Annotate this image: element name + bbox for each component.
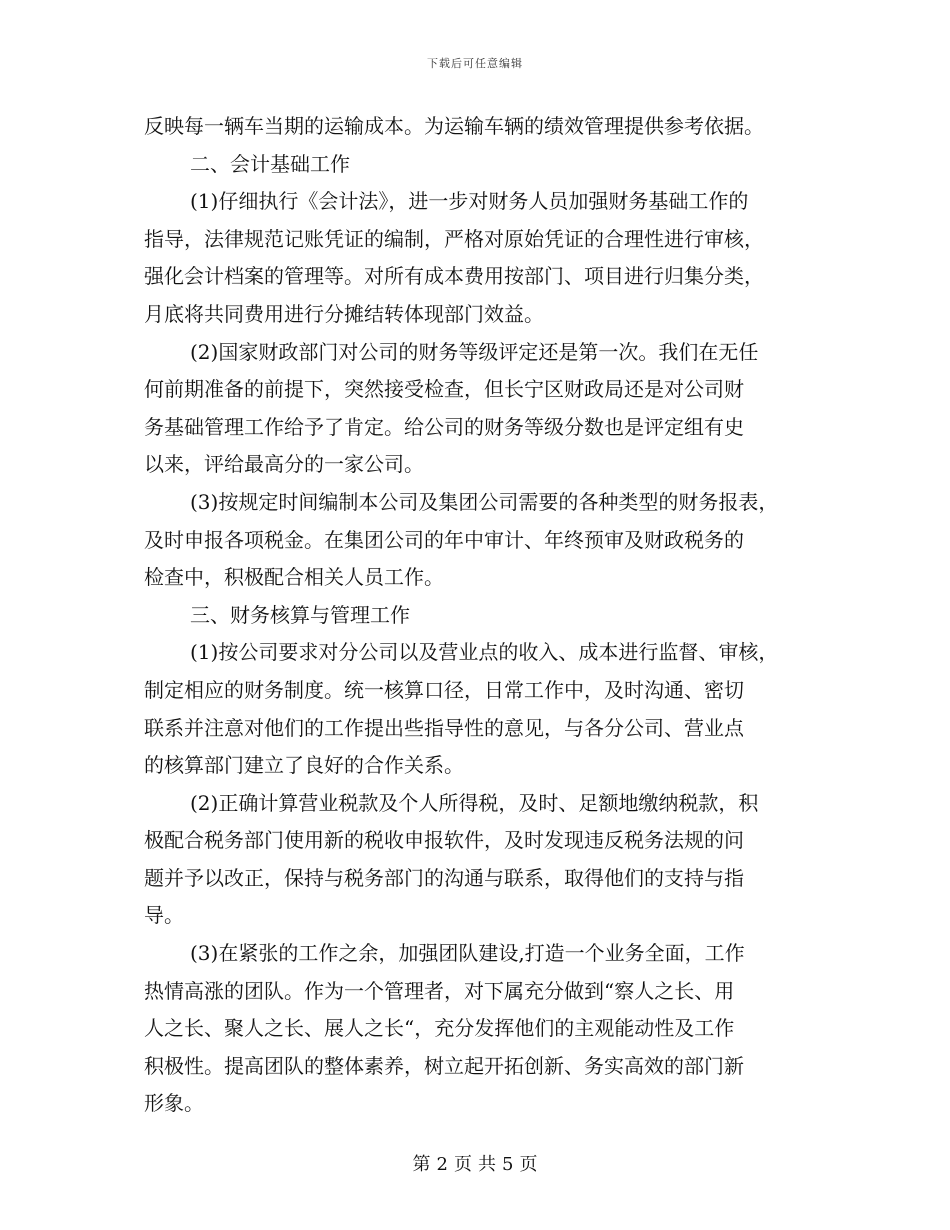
footer-page-unit: 页	[454, 1154, 472, 1175]
text-line: 极配合税务部门使用新的税收申报软件，及时发现违反税务法规的问	[144, 828, 744, 853]
text-line: 三、财务核算与管理工作	[190, 602, 410, 627]
text-line: 指导，法律规范记账凭证的编制，严格对原始凭证的合理性进行审核，	[144, 226, 764, 251]
footer-total-prefix: 共	[478, 1154, 496, 1175]
text-line: 检查中，积极配合相关人员工作。	[144, 565, 444, 590]
footer-page-current: 2	[436, 1154, 448, 1175]
text-line: 制定相应的财务制度。统一核算口径，日常工作中，及时沟通、密切	[144, 677, 744, 702]
text-line: 形象。	[144, 1091, 204, 1116]
text-line: 反映每一辆车当期的运输成本。为运输车辆的绩效管理提供参考依据。	[144, 114, 764, 138]
text-line: 积极性。提高团队的整体素养，树立起开拓创新、务实高效的部门新	[144, 1053, 744, 1078]
text-line: 题并予以改正，保持与税务部门的沟通与联系，取得他们的支持与指	[144, 865, 744, 890]
text-line: 务基础管理工作给予了肯定。给公司的财务等级分数也是评定组有史	[144, 414, 744, 439]
text-line: (1)按公司要求对分公司以及营业点的收入、成本进行监督、审核，	[190, 640, 779, 665]
text-line: 热情高涨的团队。作为一个管理者，对下属充分做到“察人之长、用	[144, 978, 735, 1003]
footer-prefix: 第	[412, 1154, 431, 1175]
text-line: 的核算部门建立了良好的合作关系。	[144, 753, 464, 778]
text-line: (2)正确计算营业税款及个人所得税，及时、足额地缴纳税款，积	[190, 790, 759, 815]
footer-page-total: 5	[502, 1154, 514, 1175]
page-footer	[0, 1150, 950, 1176]
text-line: (3)按规定时间编制本公司及集团公司需要的各种类型的财务报表，	[190, 489, 779, 514]
footer-total-unit: 页	[519, 1154, 538, 1175]
text-line: 二、会计基础工作	[190, 151, 350, 176]
text-line: (1)仔细执行《会计法》，进一步对财务人员加强财务基础工作的	[190, 189, 749, 214]
text-line: 及时申报各项税金。在集团公司的年中审计、年终预审及财政税务的	[144, 527, 744, 552]
text-line: 何前期准备的前提下，突然接受检查，但长宁区财政局还是对公司财	[144, 377, 744, 402]
page-header-note: 下载后可任意编辑	[427, 57, 523, 70]
text-line: 导。	[144, 903, 184, 928]
text-line: 联系并注意对他们的工作提出些指导性的意见，与各分公司、营业点	[144, 715, 744, 740]
text-line: 强化会计档案的管理等。对所有成本费用按部门、项目进行归集分类，	[144, 264, 764, 289]
text-line: (3)在紧张的工作之余，加强团队建设,打造一个业务全面，工作	[190, 941, 745, 966]
text-line: 以来，评给最高分的一家公司。	[144, 452, 424, 477]
document-body	[144, 108, 834, 1123]
text-line: 人之长、聚人之长、展人之长“，充分发挥他们的主观能动性及工作	[144, 1016, 735, 1041]
text-line: 月底将共同费用进行分摊结转体现部门效益。	[144, 301, 544, 326]
text-line: (2)国家财政部门对公司的财务等级评定还是第一次。我们在无任	[190, 339, 759, 364]
